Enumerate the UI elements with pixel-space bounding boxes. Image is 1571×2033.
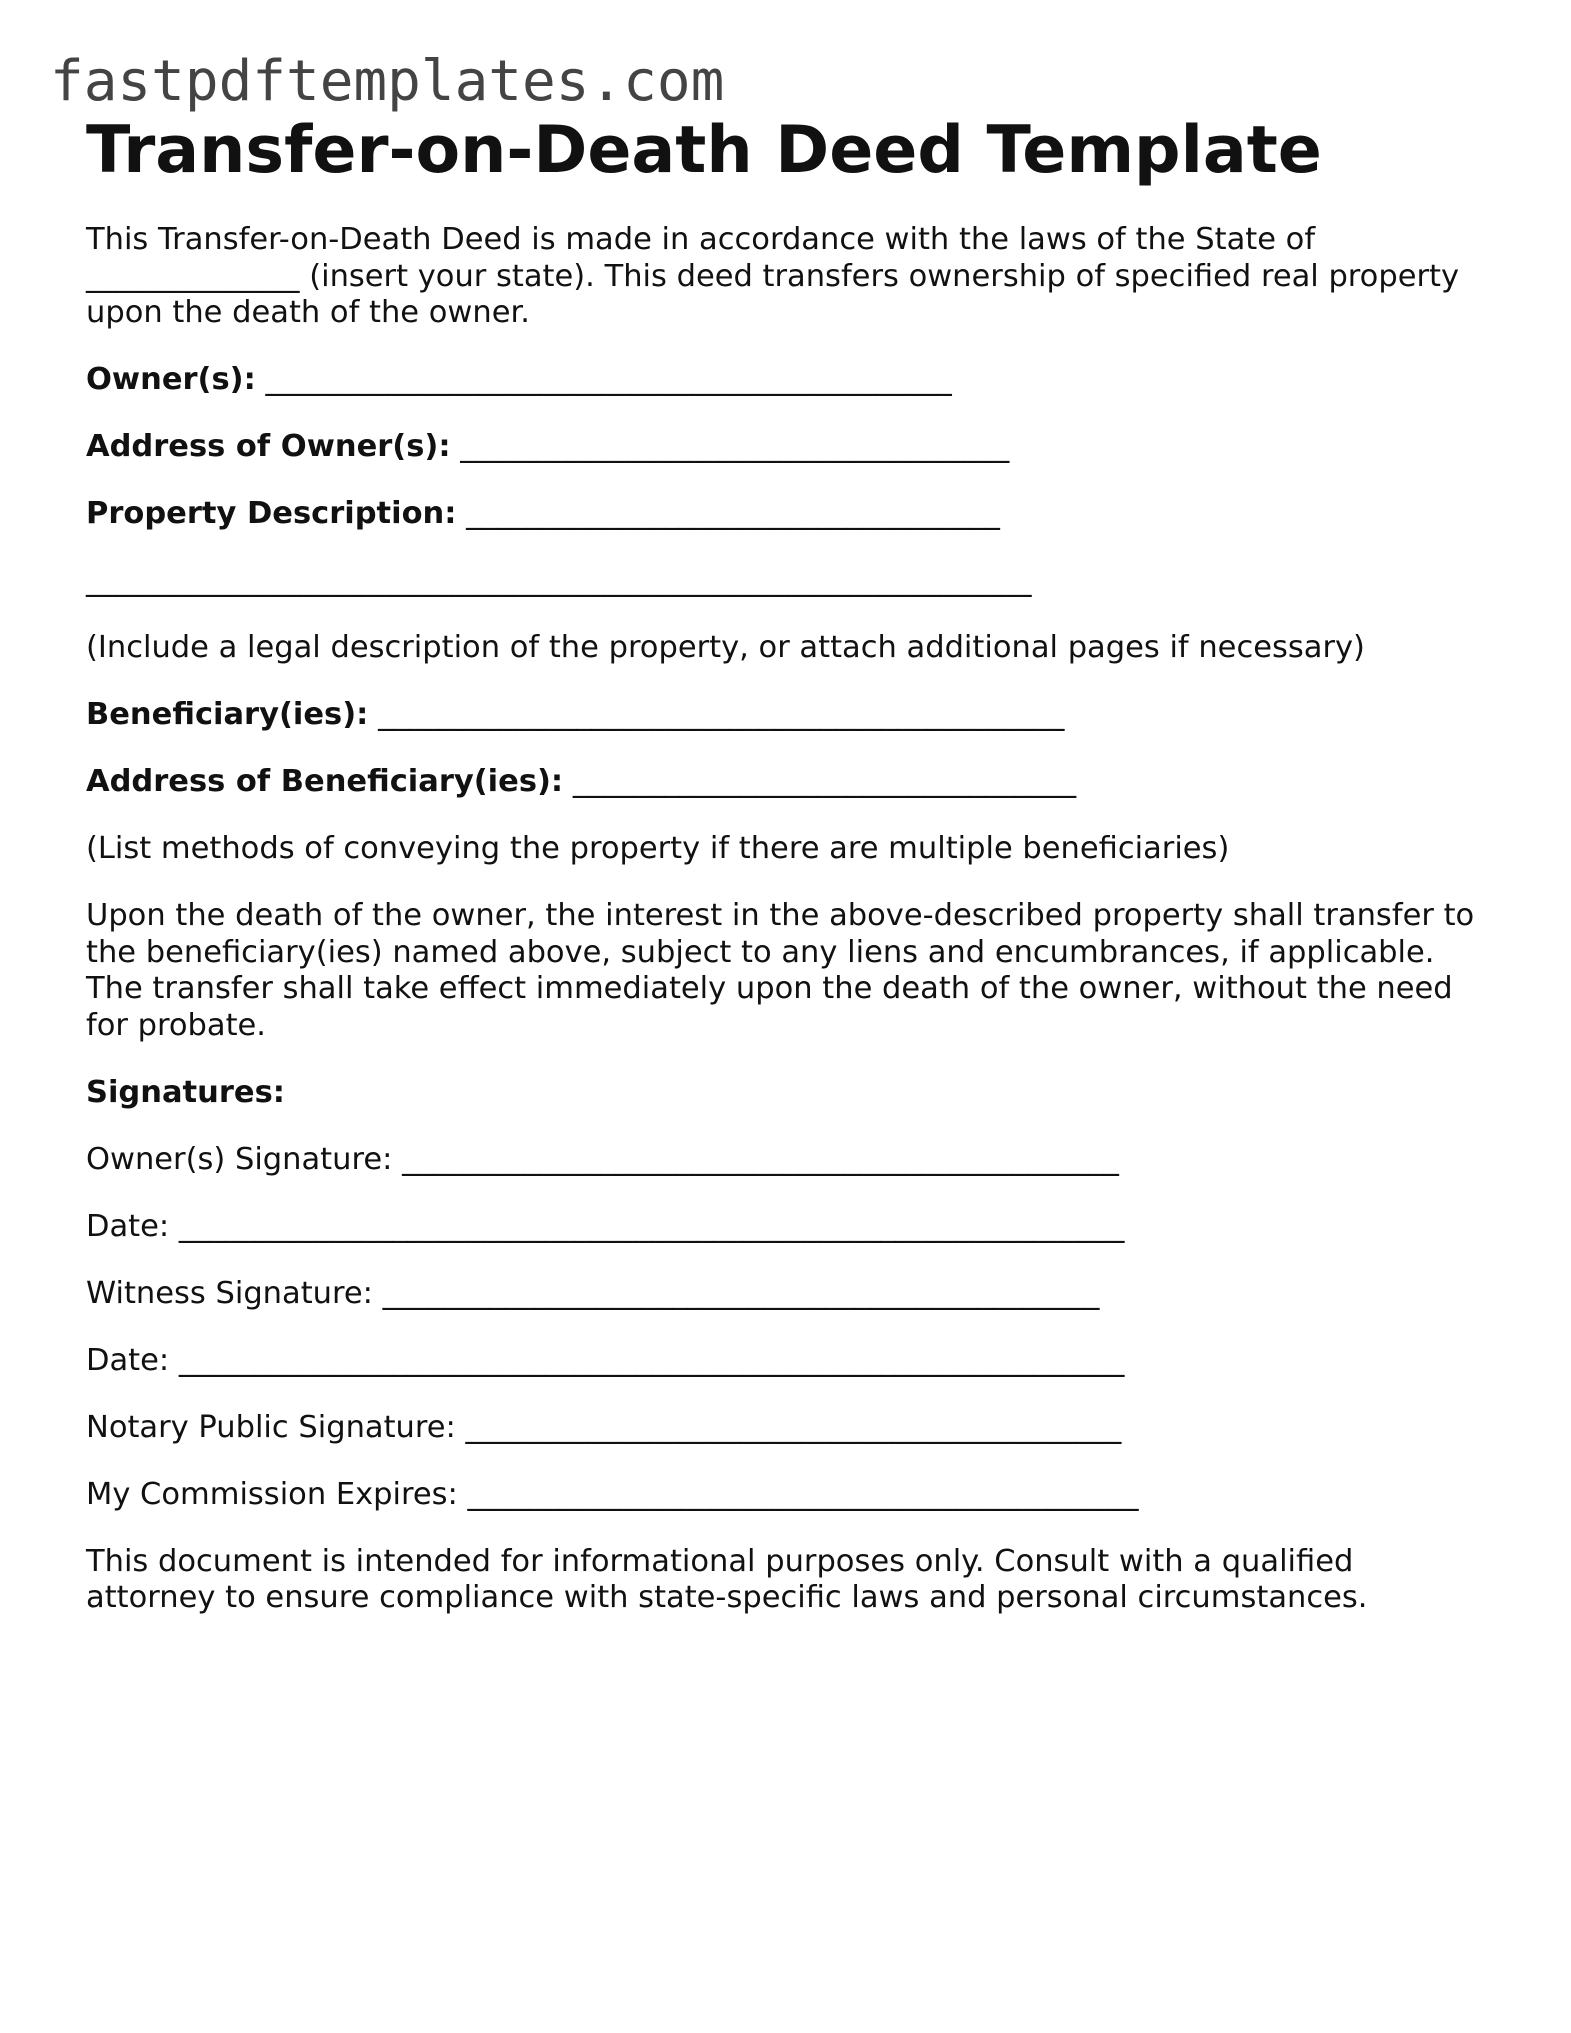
owner-address-label: Address of Owner(s): bbox=[86, 429, 451, 464]
beneficiaries-label: Beneficiary(ies): bbox=[86, 697, 369, 732]
witness-date-label: Date: bbox=[86, 1342, 170, 1378]
beneficiary-address-blank[interactable]: _________________________________ bbox=[572, 764, 1077, 799]
property-description-label: Property Description: bbox=[86, 496, 457, 531]
witness-signature-blank[interactable]: _______________________________________________ bbox=[382, 1275, 1100, 1311]
owner-address-field bbox=[86, 429, 1526, 466]
property-description-continued-blank[interactable]: ______________________________________________________________ bbox=[86, 563, 1032, 598]
notary-signature-blank[interactable]: ___________________________________________ bbox=[465, 1409, 1122, 1445]
intro-line-2 bbox=[86, 259, 1526, 296]
beneficiary-note: (List methods of conveying the property if there are multiple beneficiaries) bbox=[86, 831, 1230, 866]
owners-field bbox=[86, 362, 1526, 399]
commission-expires-label: My Commission Expires: bbox=[86, 1476, 458, 1512]
owners-label: Owner(s): bbox=[86, 362, 256, 397]
intro-line-3: upon the death of the owner. bbox=[86, 295, 530, 330]
commission-expires-blank[interactable]: ____________________________________________ bbox=[467, 1476, 1139, 1512]
disclaimer-line-2: attorney to ensure compliance with state-specific laws and personal circumstances. bbox=[86, 1580, 1368, 1615]
disclaimer-line-1: This document is intended for informational purposes only. Consult with a qualified bbox=[86, 1543, 1354, 1579]
watermark: fastpdftemplates.com bbox=[50, 49, 725, 114]
witness-date-blank[interactable]: ______________________________________________________________ bbox=[178, 1342, 1125, 1378]
signatures-heading: Signatures: bbox=[86, 1074, 285, 1110]
state-blank[interactable]: ______________ bbox=[86, 258, 300, 294]
transfer-clause-line-3: The transfer shall take effect immediately upon the death of the owner, without the need bbox=[86, 971, 1453, 1006]
owner-signature-blank[interactable]: _______________________________________________ bbox=[402, 1141, 1119, 1177]
owner-address-blank[interactable]: ____________________________________ bbox=[460, 429, 1010, 464]
owner-date-label: Date: bbox=[86, 1208, 170, 1244]
notary-signature-field bbox=[86, 1410, 1526, 1447]
intro-line-2-text: (insert your state). This deed transfers ownership of specified real property bbox=[299, 258, 1460, 294]
property-description-field bbox=[86, 496, 1526, 533]
property-description-blank[interactable]: ___________________________________ bbox=[466, 496, 1000, 531]
owner-signature-label: Owner(s) Signature: bbox=[86, 1141, 393, 1177]
beneficiaries-field bbox=[86, 697, 1526, 734]
intro-line-1: This Transfer-on-Death Deed is made in accordance with the laws of the State of bbox=[86, 222, 1316, 257]
commission-expires-field bbox=[86, 1477, 1526, 1514]
beneficiaries-blank[interactable]: _____________________________________________ bbox=[378, 697, 1065, 732]
beneficiary-address-field bbox=[86, 764, 1526, 801]
witness-date-field bbox=[86, 1343, 1526, 1380]
owner-signature-field bbox=[86, 1142, 1526, 1179]
property-note: (Include a legal description of the property, or attach additional pages if necessary) bbox=[86, 630, 1365, 665]
page-title: Transfer-on-Death Deed Template bbox=[86, 113, 1322, 188]
transfer-clause-line-1: Upon the death of the owner, the interest in the above-described property shall transfer to bbox=[86, 898, 1475, 933]
owner-date-blank[interactable]: ______________________________________________________________ bbox=[178, 1208, 1125, 1244]
owners-blank[interactable]: _____________________________________________ bbox=[265, 362, 952, 397]
witness-signature-label: Witness Signature: bbox=[86, 1275, 373, 1311]
beneficiary-address-label: Address of Beneficiary(ies): bbox=[86, 764, 564, 799]
document-body bbox=[86, 222, 1526, 1617]
notary-signature-label: Notary Public Signature: bbox=[86, 1409, 456, 1445]
witness-signature-field bbox=[86, 1276, 1526, 1313]
transfer-clause-line-2: the beneficiary(ies) named above, subject to any liens and encumbrances, if applicable. bbox=[86, 934, 1435, 970]
owner-date-field bbox=[86, 1209, 1526, 1246]
transfer-clause-line-4: for probate. bbox=[86, 1007, 266, 1043]
